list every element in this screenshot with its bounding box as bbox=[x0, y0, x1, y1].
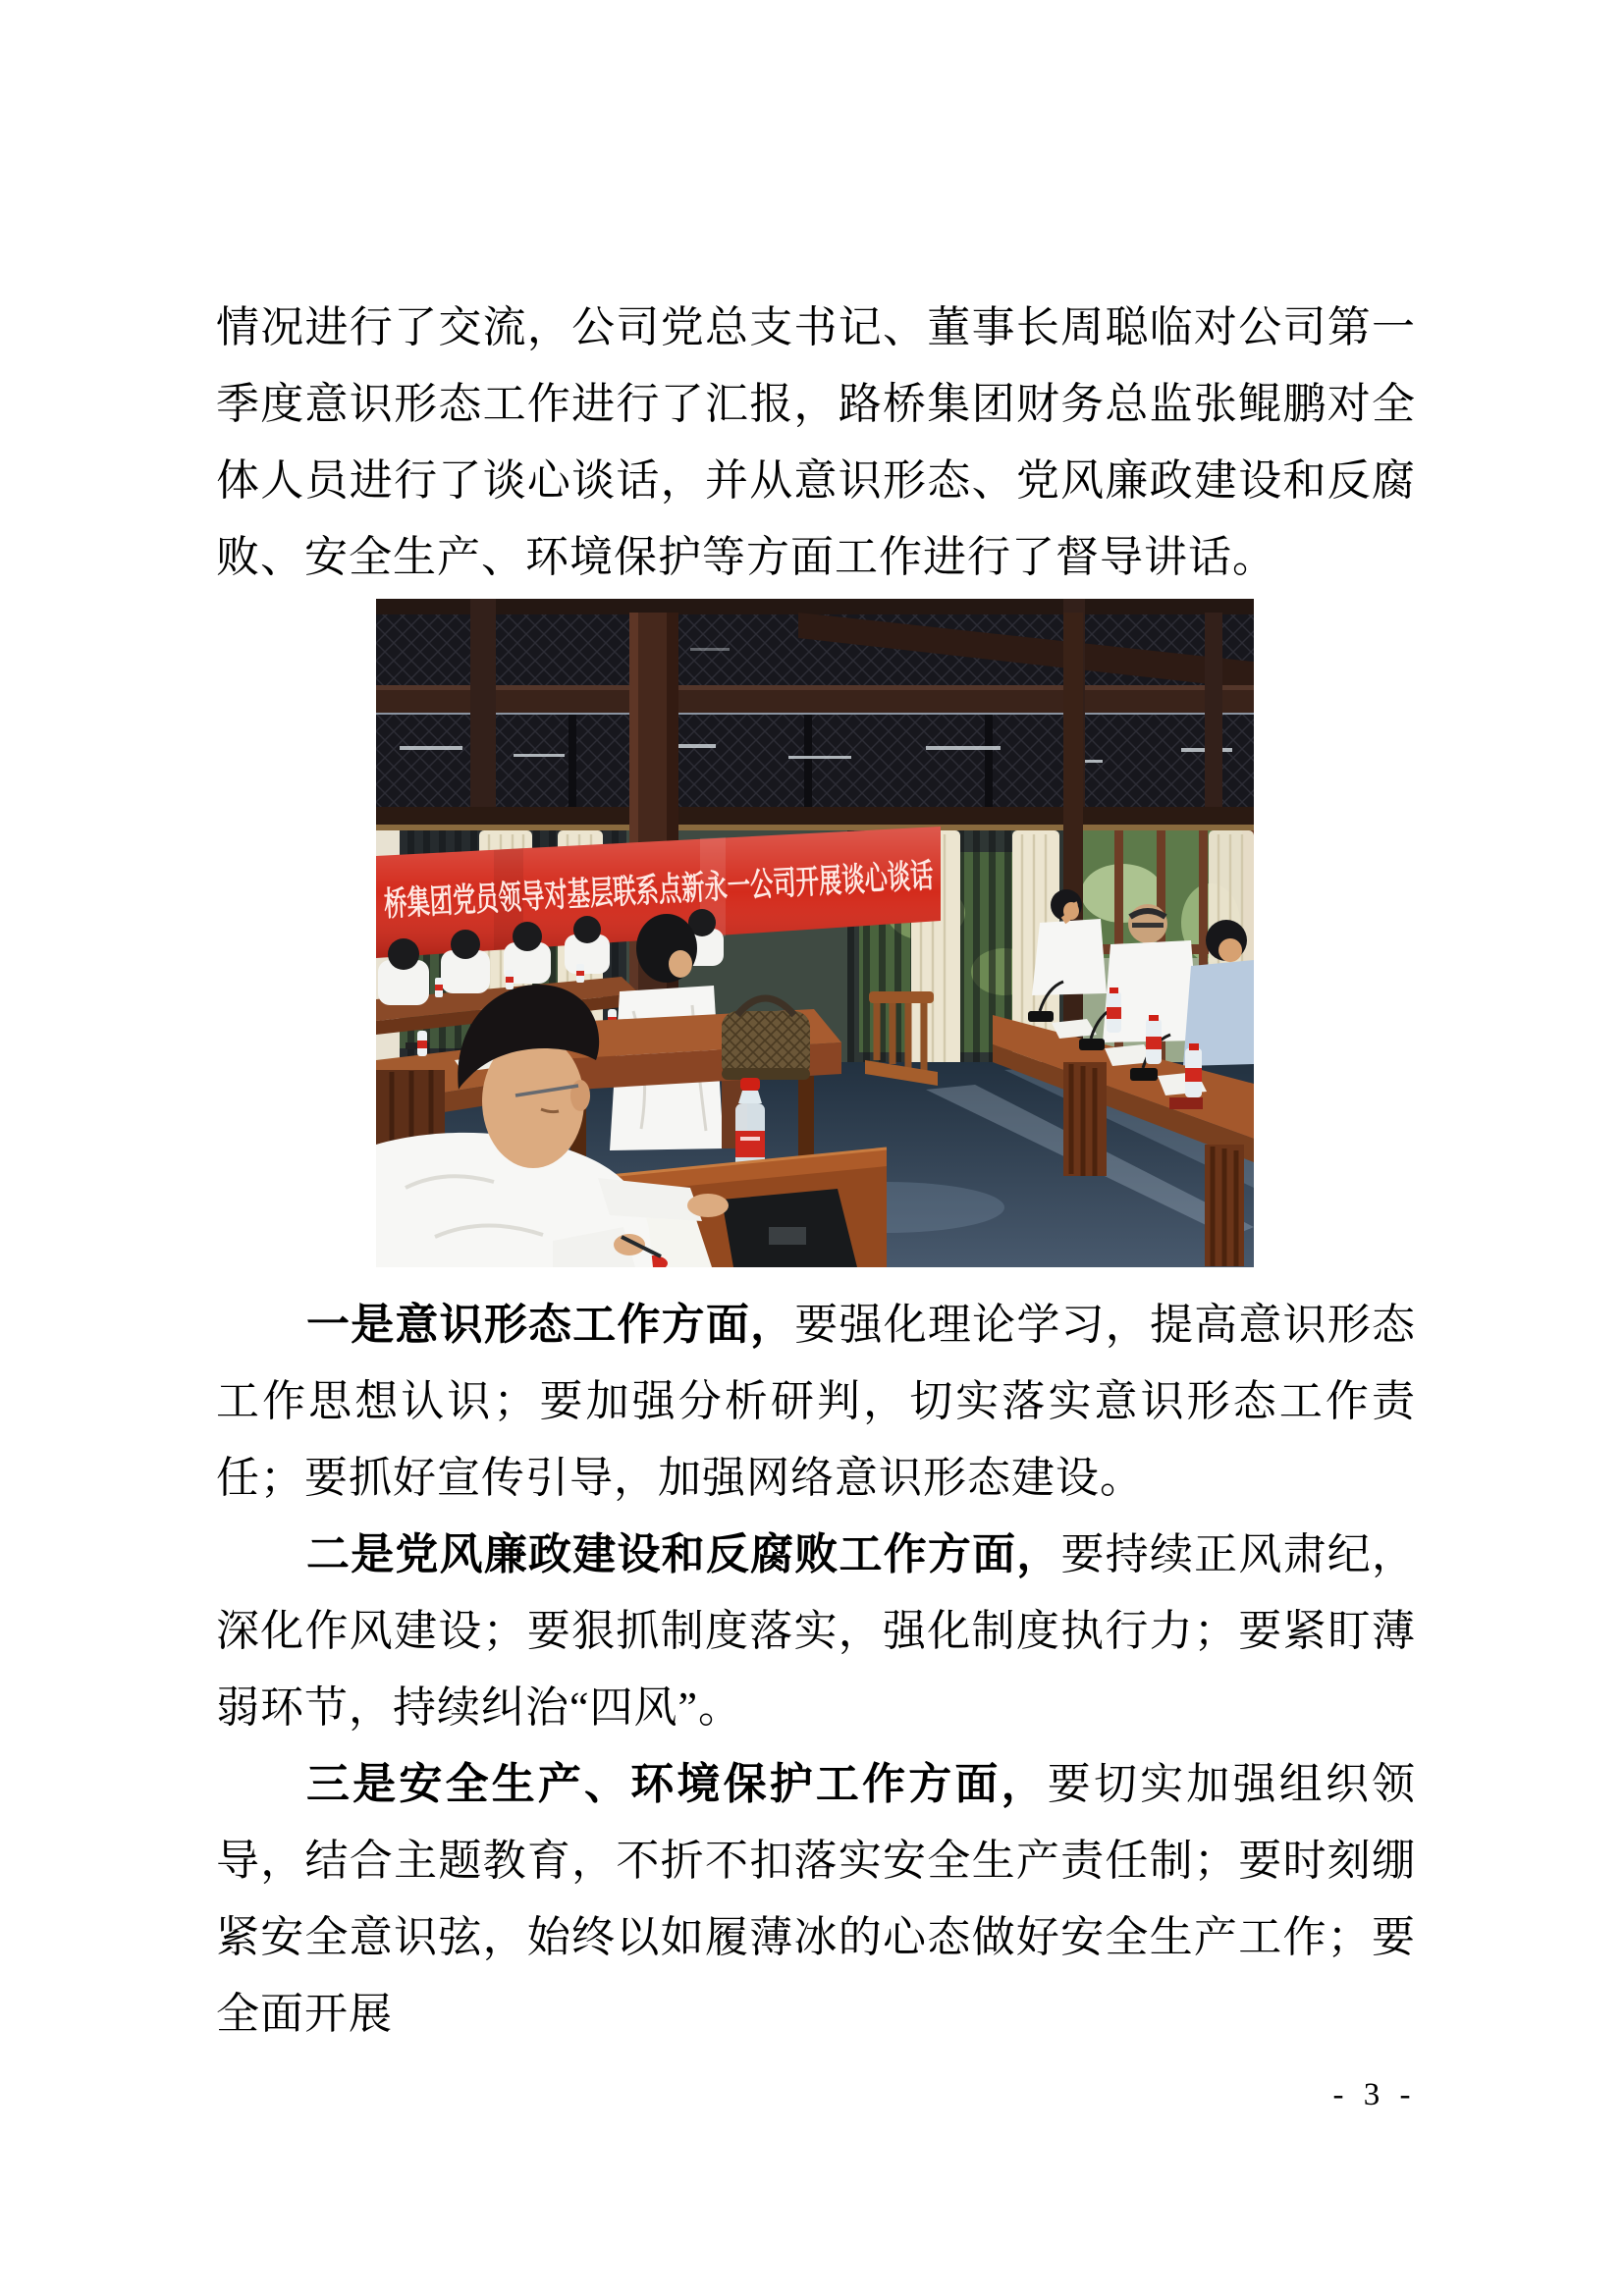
banner-text: 桥集团党员领导对基层联系点新永一公司开展谈心谈话 bbox=[383, 844, 1186, 924]
meeting-photo-illustration bbox=[376, 599, 1254, 1267]
body-sections bbox=[216, 1287, 1416, 2053]
meeting-photo bbox=[376, 599, 1254, 1267]
section-body: 要强化理论学习，提高意识形态工作思想认识；要加强分析研判，切实落实意识形态工作责任；要抓好宣传引导，加强网络意识形态建设。 bbox=[216, 1301, 1417, 1502]
red-notebook bbox=[1169, 1097, 1203, 1109]
section-body: 要切实加强组织领导，结合主题教育，不折不扣落实安全生产责任制；要时刻绷紧安全意识弦，始终以如履薄冰的心态做好安全生产工作；要全面开展 bbox=[216, 1760, 1416, 2038]
section-body: 要持续正风肃纪，深化作风建设；要狠抓制度落实，强化制度执行力；要紧盯薄弱环节，持续纠治“四风”。 bbox=[216, 1530, 1417, 1732]
section-lead: 二是党风廉政建设和反腐败工作方面， bbox=[306, 1530, 1061, 1578]
section-ideology bbox=[216, 1287, 1416, 1517]
page-number: - 3 - bbox=[1332, 2077, 1417, 2112]
section-safety bbox=[216, 1746, 1416, 2053]
hand bbox=[687, 1194, 729, 1217]
section-lead: 一是意识形态工作方面， bbox=[306, 1301, 795, 1349]
section-lead: 三是安全生产、环境保护工作方面， bbox=[306, 1760, 1048, 1808]
curtain-rod bbox=[376, 825, 1254, 830]
paragraph-continuation: 情况进行了交流，公司党总支书记、董事长周聪临对公司第一季度意识形态工作进行了汇报，路桥集团财务总监张鲲鹏对全体人员进行了谈心谈话，并从意识形态、党风廉政建设和反腐败、安全生产、环境保护等方面工作进行了督导讲话。 bbox=[216, 303, 1416, 581]
section-party-conduct bbox=[216, 1517, 1416, 1746]
